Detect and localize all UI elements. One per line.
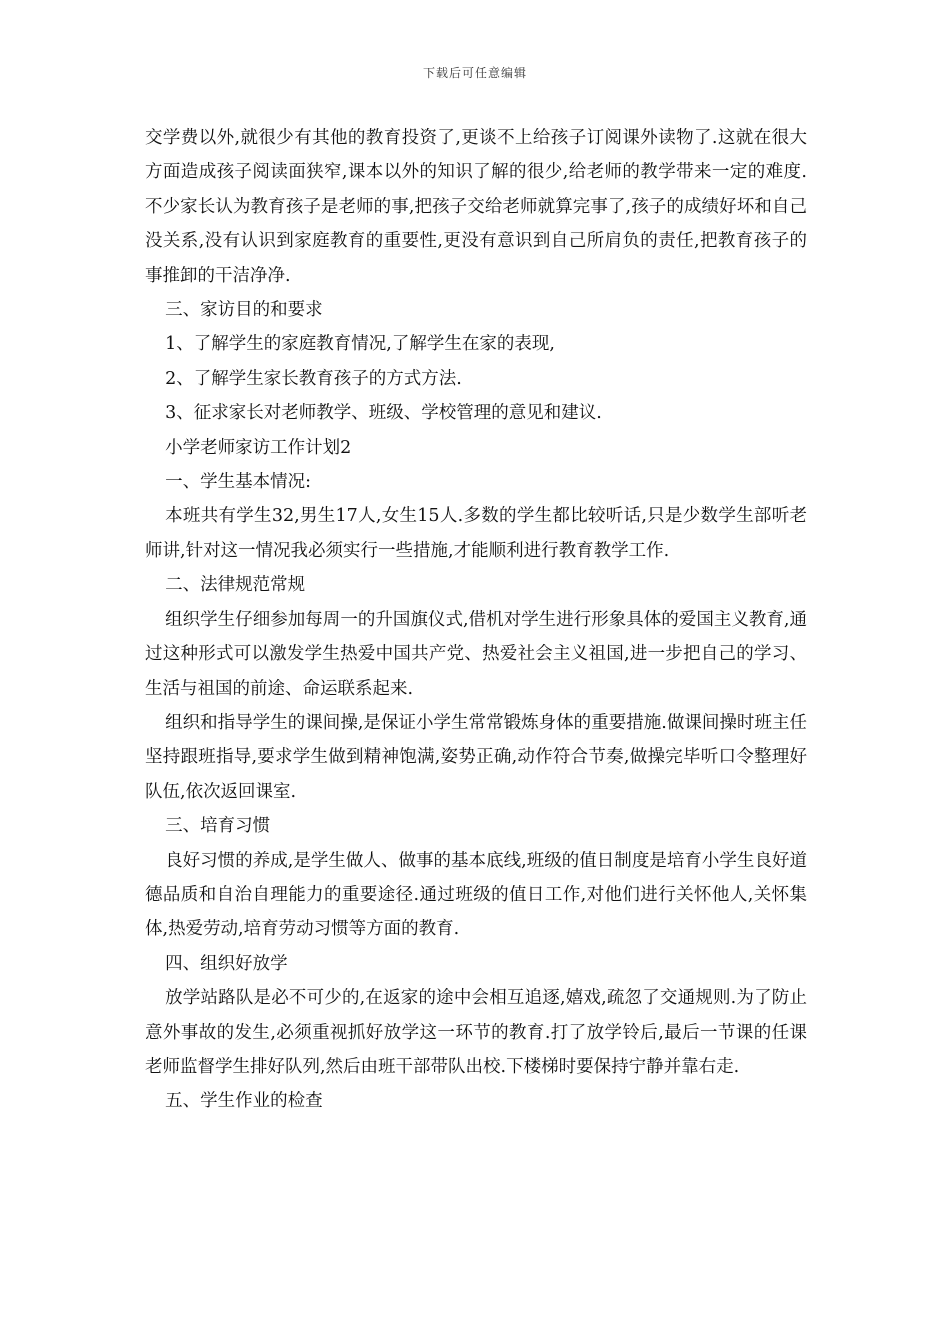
section-heading-student-info: 一、学生基本情况: <box>165 472 312 493</box>
section-heading-dismissal: 四、组织好放学 <box>165 953 288 974</box>
paragraph-exercise: 组织和指导学生的课间操,是保证小学生常常锻炼身体的重要措施.做课间操时班主任坚持跟班指导,要求学生做到精神饱满,姿势正确,动作符合节奏,做操完毕听口令整理好队伍,依次返回课室. <box>145 712 807 802</box>
plan-title-2: 小学老师家访工作计划2 <box>165 437 352 458</box>
paragraph-dismissal: 放学站路队是必不可少的,在返家的途中会相互追逐,嬉戏,疏忽了交通规则.为了防止意外事故的发生,必须重视抓好放学这一环节的教育.打了放学铃后,最后一节课的任课老师监督学生排好队列,然后由班干部带队出校.下楼梯时要保持宁静并靠右走. <box>145 988 807 1077</box>
section-heading-habits: 三、培育习惯 <box>165 816 271 837</box>
section-heading-visit-goals: 三、家访目的和要求 <box>165 300 323 321</box>
paragraph-flag-ceremony: 组织学生仔细参加每周一的升国旗仪式,借机对学生进行形象具体的爱国主义教育,通过这种形式可以激发学生热爱中国共产党、热爱社会主义祖国,进一步把自己的学习、生活与祖国的前途、命运联系起来. <box>145 609 807 699</box>
paragraph-habits: 良好习惯的养成,是学生做人、做事的基本底线,班级的值日制度是培育小学生良好道德品质和自治自理能力的重要途径.通过班级的值日工作,对他们进行关怀他人,关怀集体,热爱劳动,培育劳动习惯等方面的教育. <box>145 850 807 940</box>
paragraph-student-info: 本班共有学生32,男生17人,女生15人.多数的学生都比较听话,只是少数学生部听老师讲,针对这一情况我必须实行一些措施,才能顺利进行教育教学工作. <box>145 506 807 561</box>
section-heading-rules: 二、法律规范常规 <box>165 575 306 596</box>
list-item-goal-2: 2、了解学生家长教育孩子的方式方法. <box>165 368 462 389</box>
section-heading-homework: 五、学生作业的检查 <box>165 1091 323 1112</box>
list-item-goal-1: 1、了解学生的家庭教育情况,了解学生在家的表现, <box>165 334 555 355</box>
document-body <box>145 121 807 1119</box>
paragraph-continued-text: 交学费以外,就很少有其他的教育投资了,更谈不上给孩子订阅课外读物了.这就在很大方面造成孩子阅读面狭窄,课本以外的知识了解的很少,给老师的教学带来一定的难度.不少家长认为教育孩子是老师的事,把孩子交给老师就算完事了,孩子的成绩好坏和自己没关系,没有认识到家庭教育的重要性,更没有意识到自己所肩负的责任,把教育孩子的事推卸的干洁净净. <box>145 128 807 286</box>
list-item-goal-3: 3、征求家长对老师教学、班级、学校管理的意见和建议. <box>165 403 602 424</box>
page-header: 下载后可任意编辑 <box>422 66 527 80</box>
